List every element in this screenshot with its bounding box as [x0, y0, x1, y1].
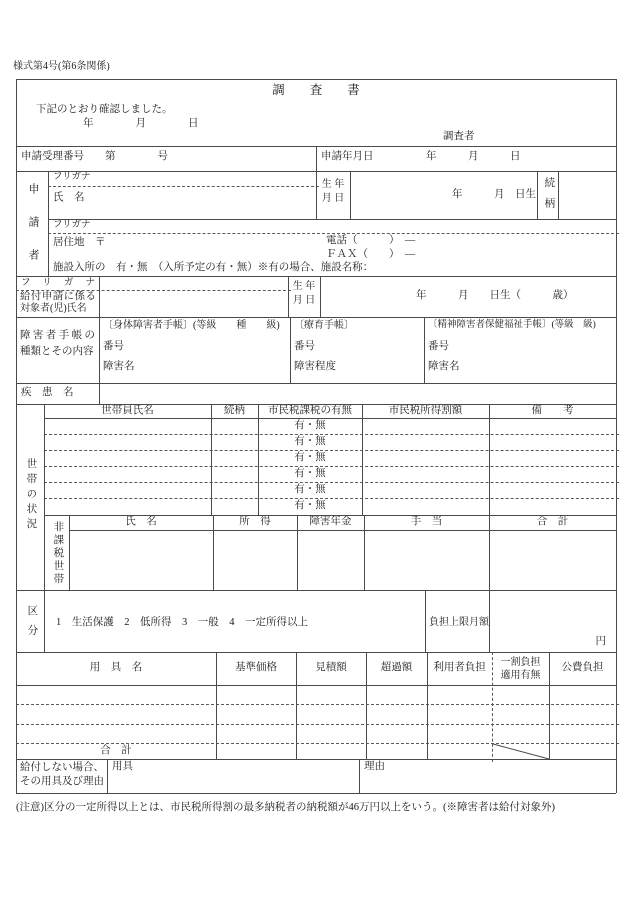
tax-status-option: 有・無	[294, 484, 326, 496]
grid-line	[316, 171, 317, 219]
grid-line	[211, 404, 212, 515]
category-section-label: 区分	[26, 605, 38, 644]
rehab-number-label: 番号	[294, 341, 315, 352]
grid-line	[44, 498, 619, 499]
grid-line	[359, 759, 360, 793]
grid-line	[48, 219, 616, 220]
grid-line	[44, 515, 616, 516]
subject-birth-label-line2: 月 日	[292, 295, 316, 307]
facility-line: 施設入所の 有・無 （入所予定の有・無）※有の場合、施設名称：	[53, 262, 374, 273]
no-grant-tool-label: 用具	[112, 761, 133, 772]
grid-line	[216, 652, 217, 759]
grid-line	[362, 404, 363, 515]
subject-furigana-label: フリガナ	[21, 278, 95, 288]
grid-line	[425, 590, 426, 652]
applicant-furigana2-label: フリガナ	[53, 220, 91, 230]
user-share-header: 利用者負担	[433, 662, 486, 674]
grid-line	[44, 418, 616, 419]
no-grant-label-line1: 給付しない場合、	[20, 762, 104, 773]
tax-status-header: 市民税課税の有無	[268, 405, 352, 417]
tax-status-option: 有・無	[294, 436, 326, 448]
ten-percent-header-line1: 一割負担	[500, 656, 541, 668]
grid-line	[16, 685, 616, 686]
grid-line	[16, 652, 616, 653]
grid-line	[16, 79, 17, 793]
grid-line	[48, 233, 619, 234]
grid-line	[296, 652, 297, 759]
grid-line	[258, 404, 259, 515]
no-grant-reason-label: 理由	[364, 761, 385, 772]
tax-status-option: 有・無	[294, 452, 326, 464]
grid-line	[44, 482, 619, 483]
grid-line	[44, 434, 619, 435]
grid-line	[288, 276, 289, 317]
grid-line	[489, 404, 490, 652]
equipment-name-header: 用 具 名	[89, 662, 143, 674]
base-price-header: 基準価格	[235, 662, 277, 674]
ten-percent-header-line2: 適用有無	[500, 669, 541, 681]
remarks-header: 備 考	[531, 405, 574, 417]
grid-line	[44, 404, 45, 652]
grid-line	[16, 290, 291, 291]
grid-line	[16, 404, 616, 405]
applicant-birth-label-line2: 月 日	[321, 193, 345, 205]
confirm-date-line: 年 月 日	[83, 118, 199, 129]
tax-status-option: 有・無	[294, 468, 326, 480]
rehab-detail-label: 障害程度	[294, 361, 336, 372]
grid-line	[558, 171, 559, 219]
income-name-header: 氏 名	[125, 516, 157, 528]
grid-line	[424, 317, 425, 383]
grid-line	[48, 171, 49, 276]
member-name-header: 世帯員氏名	[101, 405, 154, 417]
pension-header: 障害年金	[309, 516, 352, 528]
applicant-birth-label-line1: 生 年	[321, 179, 345, 191]
physical-certificate-header: 〔身体障害者手帳〕(等級 種 級)	[103, 320, 280, 331]
subject-name-label-line2: 対象者(児)氏名	[20, 303, 87, 314]
grid-line	[616, 79, 617, 793]
tax-status-option: 有・無	[294, 420, 326, 432]
tax-status-option: 有・無	[294, 500, 326, 512]
application-date-label: 申請年月日 年 月 日	[321, 151, 521, 162]
household-section-label: 世帯の状況	[25, 458, 37, 533]
equipment-total-label: 合 計	[100, 744, 132, 756]
grid-line	[69, 530, 616, 531]
rehab-certificate-header: 〔療育手帳〕	[294, 320, 354, 331]
applicant-name-label: 氏 名	[53, 192, 85, 203]
disease-label: 疾 患 名	[21, 387, 74, 398]
subject-birth-label-line1: 生 年	[292, 281, 316, 293]
grid-line	[427, 652, 428, 759]
form-title: 調 査 書	[272, 82, 360, 97]
mental-detail-label: 障害名	[428, 361, 460, 372]
grid-line	[537, 171, 538, 219]
grid-line	[16, 759, 616, 760]
grid-line	[16, 79, 616, 80]
grid-line	[16, 704, 619, 705]
fax-line: ＦＡＸ（ ） ―	[326, 249, 416, 260]
physical-detail-label: 障害名	[103, 361, 135, 372]
grid-line	[48, 186, 319, 187]
grid-line	[16, 276, 616, 277]
estimate-header: 見積額	[315, 662, 347, 674]
subject-name-label-line1: 給付申請に係る	[20, 291, 96, 302]
physical-number-label: 番号	[103, 341, 124, 352]
member-relation-header: 続柄	[224, 405, 245, 417]
mental-number-label: 番号	[428, 341, 449, 352]
applicant-birth-date-line: 年 月 日生	[452, 189, 536, 200]
no-grant-label-line2: その用具及び理由	[20, 776, 104, 787]
grid-line	[16, 590, 616, 591]
burden-limit-label: 負担上限月額	[429, 617, 489, 628]
form-number: 様式第4号(第6条関係)	[13, 61, 110, 72]
grid-line	[44, 466, 619, 467]
investigator-label: 調査者	[443, 131, 475, 142]
nontax-household-label: 非課税世帯	[52, 521, 64, 586]
excess-header: 超過額	[380, 662, 413, 674]
applicant-section-label: 申請者	[26, 183, 39, 282]
confirmation-note: 下記のとおり確認しました。	[36, 104, 173, 115]
grid-line	[44, 450, 619, 451]
category-options: 1 生活保護 2 低所得 3 一般 4 一定所得以上	[56, 617, 308, 628]
grid-line	[492, 652, 493, 762]
ten-percent-header	[492, 652, 549, 685]
grid-line	[213, 515, 214, 590]
tax-amount-header: 市民税所得割額	[388, 405, 463, 417]
grid-line	[107, 759, 108, 793]
grid-line	[16, 724, 619, 725]
relation-label: 続柄	[543, 177, 555, 218]
grid-line	[549, 652, 550, 759]
income-header: 所 得	[239, 516, 271, 528]
public-share-header: 公費負担	[561, 662, 604, 674]
income-total-header: 合 計	[536, 516, 569, 528]
grid-line	[16, 743, 619, 744]
yen-unit-label: 円	[595, 636, 606, 647]
grid-line	[297, 515, 298, 590]
grid-line	[316, 146, 317, 171]
grid-line	[364, 515, 365, 590]
grid-line	[366, 652, 367, 759]
grid-line	[16, 793, 616, 794]
mental-certificate-header: 〔精神障害者保健福祉手帳〕(等級 級)	[428, 320, 596, 330]
applicant-furigana-label: フリガナ	[53, 172, 91, 182]
grid-line	[350, 171, 351, 219]
footnote: (注意)区分の一定所得以上とは、市民税所得割の最多納税者の納税額が46万円以上をいう。(※障害者は給付対象外)	[16, 802, 555, 813]
grid-line	[69, 515, 70, 590]
diagonal-strike	[492, 743, 549, 759]
receipt-number-label: 申請受理番号 第 号	[21, 151, 168, 162]
subject-birth-date-line: 年 月 日生（ 歳）	[416, 290, 574, 301]
phone-line: 電話（ ） ―	[326, 235, 416, 246]
grid-line	[16, 317, 616, 318]
grid-line	[99, 276, 100, 404]
certificates-section-label-line2: 種類とその内容	[20, 346, 94, 357]
allowance-header: 手 当	[410, 516, 443, 528]
grid-line	[290, 317, 291, 383]
certificates-section-label-line1: 障害者手帳の	[20, 330, 95, 341]
grid-line	[320, 276, 321, 317]
address-label: 居住地 〒	[53, 237, 106, 248]
grid-line	[16, 383, 616, 384]
